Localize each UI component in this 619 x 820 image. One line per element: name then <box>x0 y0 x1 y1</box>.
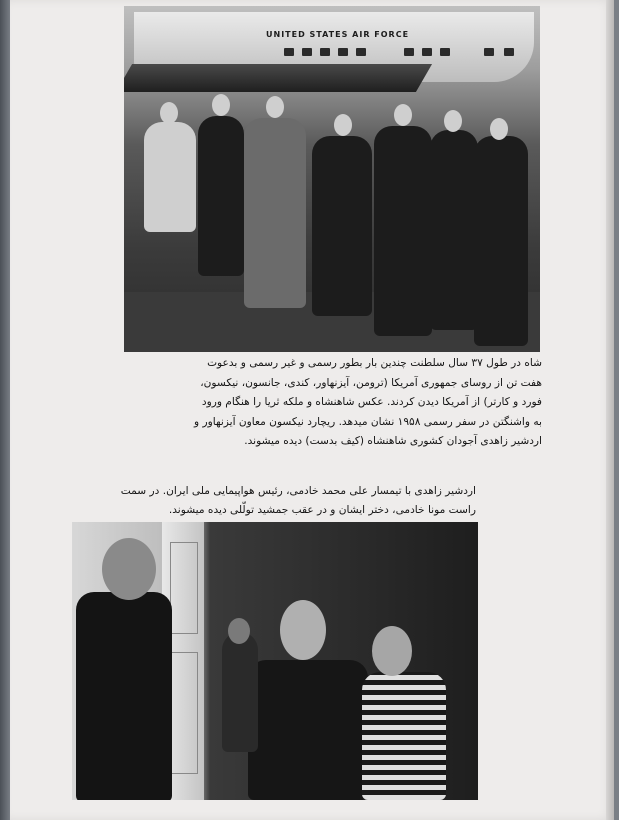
figure-trenchcoat <box>144 122 196 232</box>
figure-zahedi <box>76 592 172 800</box>
aircraft-label: UNITED STATES AIR FORCE <box>266 30 410 39</box>
figure-suit-right <box>430 130 478 330</box>
figure-suit-left <box>198 116 244 276</box>
photo-arrival-washington <box>124 6 540 352</box>
caption-bottom <box>74 482 476 520</box>
aircraft-wing <box>124 64 432 92</box>
caption-line: به واشنگتن در سفر رسمی ۱۹۵۸ نشان میدهد. ریچارد نیکسون معاون آیزنهاور و <box>194 415 542 428</box>
photo-zahedi-khademi <box>72 522 478 800</box>
figure-queen-soraya <box>312 136 372 316</box>
caption-line: اردشیر زاهدی آجودان کشوری شاهنشاه (کیف بدست) دیده میشوند. <box>244 435 542 447</box>
caption-line: هفت تن از روسای جمهوری آمریکا (ترومن، آیزنهاور، کندی، جانسون، نیکسون، <box>200 376 542 389</box>
figure-khademi <box>248 660 368 800</box>
caption-line: راست مونا خادمی، دختر ایشان و در عقب جمشید تولّلی دیده میشوند. <box>168 504 476 516</box>
page-edge <box>606 0 614 820</box>
caption-top <box>132 354 542 452</box>
figure-nixon <box>374 126 432 336</box>
caption-line: فورد و کارتر) از آمریکا دیدن کردند. عکس شاهنشاه و ملکه ثریا را هنگام ورود <box>201 396 542 408</box>
book-page <box>10 0 614 820</box>
figure-jamshid-tavallali <box>222 632 258 752</box>
caption-line: اردشیر زاهدی با تیمسار علی محمد خادمی، رئیس هواپیمایی ملی ایران. در سمت <box>120 485 476 497</box>
figure-zahedi <box>474 136 528 346</box>
caption-line: شاه در طول ۳۷ سال سلطنت چندین بار بطور رسمی و غیر رسمی و بدعوت <box>207 357 542 369</box>
figure-shah-uniform <box>244 118 306 308</box>
figure-mona-khademi <box>362 672 446 800</box>
